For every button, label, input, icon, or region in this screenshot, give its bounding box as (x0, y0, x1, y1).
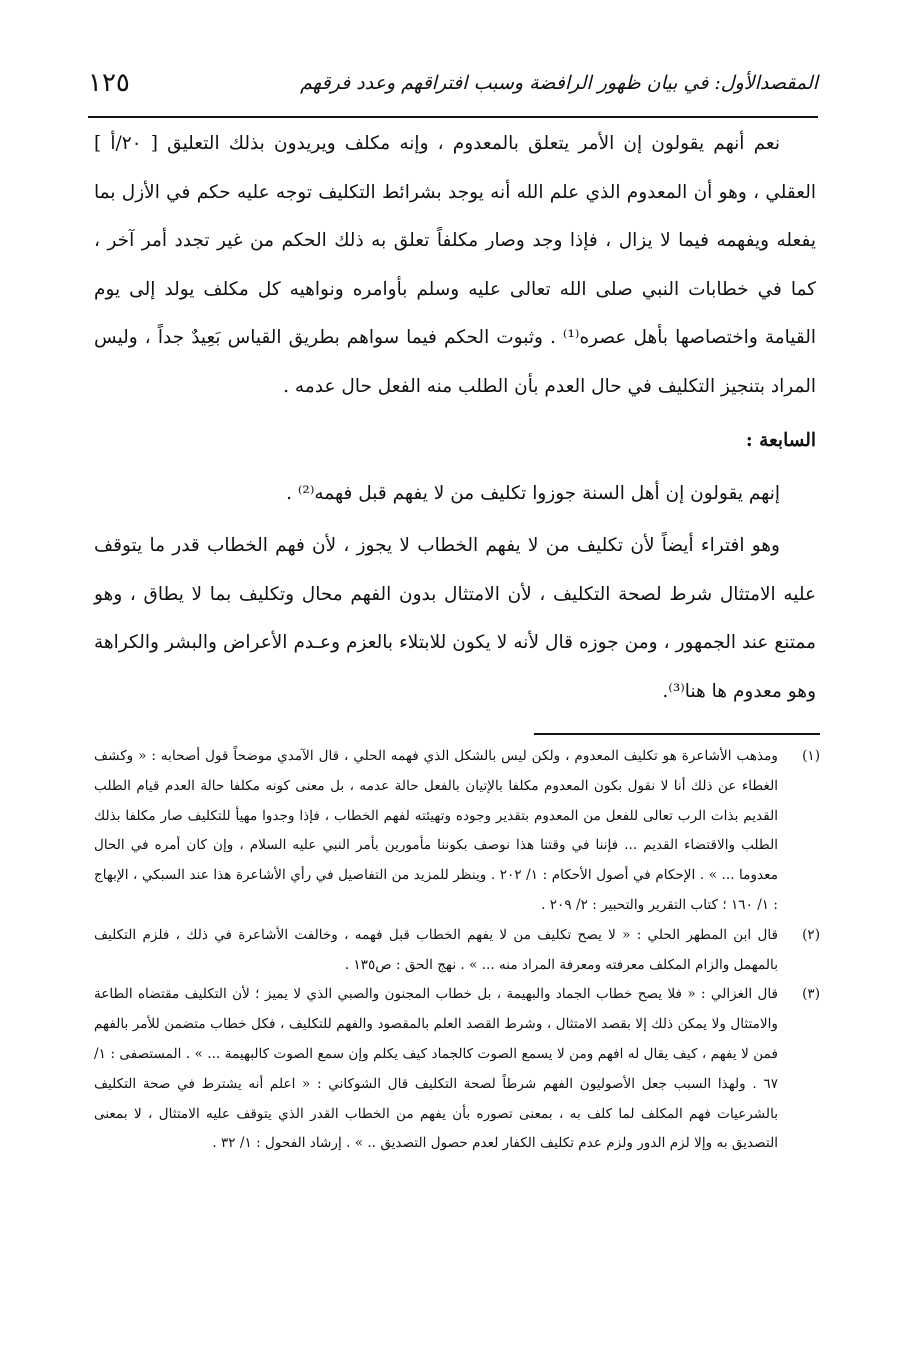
footnote-divider (534, 733, 820, 735)
running-title: المقصدالأول: في بيان ظهور الرافضة وسبب افتراقهم وعدد فرقهم (300, 72, 818, 94)
footnote (94, 980, 820, 1159)
footnote-number: (٣) (802, 986, 820, 1003)
footnote-number: (١) (802, 748, 820, 764)
footnote-text: قال ابن المطهر الحلي : « لا يصح تكليف من لا يفهم الخطاب قبل فهمه ، وخالفت الأشاعرة في ذلك ، فلزم التكليف بالمهمل والزام المكلف معرفته ومعرفة المراد منه ... » . نهج الحق : ص١٣٥ . (94, 926, 778, 973)
footnote-text: ومذهب الأشاعرة هو تكليف المعدوم ، ولكن ليس بالشكل الذي فهمه الحلي ، قال الآمدي موضحاً قول أصحابه : « وكشف الغطاء عن ذلك أنا لا نقول بكون المعدوم مكلفا بالإتيان بالفعل حالة عدمه ، بل معنى كونه مكلفا حالة العدم قيام الطلب القديم بذات الرب تعالى للفعل من المعدوم بتقدير وجوده وتهيئته لفهم الخطاب ، فإذا وجدوا مهيأ للتكليف صار مكلفا بذلك الطلب والاقتضاء القديم ... فإننا في وقتنا هذا نوصف بكوننا مأمورين بأمر النبي عليه السلام ، وإن كان أمره في الحال معدوما ... » . الإحكام في أصول الأحكام : ١/ ٢٠٢ . وينظر للمزيد من التفاصيل في رأي الأشاعرة هذا عند السبكي ، الإبهاج : ١/ ١٦٠ ؛ كتاب التقرير والتحبير : ٢/ ٢٠٩ . (94, 748, 779, 913)
main-text (94, 120, 816, 716)
page-header (88, 62, 818, 112)
footnote (94, 742, 820, 921)
page-number: ١٢٥ (88, 68, 130, 98)
section-heading: السابعة : (745, 430, 816, 451)
footnote-number: (٢) (802, 926, 820, 943)
footnotes (94, 742, 820, 1159)
paragraph: نعم أنهم يقولون إن الأمر يتعلق بالمعدوم ، وإنه مكلف ويريدون بذلك التعليق [ ٢٠/أ ] العقلي ، وهو أن المعدوم الذي علم الله أنه يوجد بشرائط التكليف توجه عليه حكم في الأزل بما يفعله ويفهمه فيما لا يزال ، فإذا وجد وصار مكلفاً تعلق به ذلك الحكم من غير تجدد أمر آخر ، كما في خطابات النبي صلى الله تعالى عليه وسلم بأوامره ونواهيه كل مكلف يولد إلى يوم القيامة واختصاصها بأهل عصره⁽¹⁾ . وثبوت الحكم فيما سواهم بطريق القياس بَعِيدٌ جداً ، وليس المراد بتنجيز التكليف في حال العدم بأن الطلب منه الفعل حال عدمه . (94, 133, 817, 397)
footnote (94, 921, 820, 981)
header-divider (88, 116, 818, 118)
paragraph: وهو افتراء أيضاً لأن تكليف من لا يفهم الخطاب لا يجوز ، لأن فهم الخطاب قدر ما يتوقف عليه الامتثال شرط لصحة التكليف ، لأن الامتثال بدون الفهم محال وتكليف بما لا يطاق ، وهو ممتنع عند الجمهور ، ومن جوزه قال لأنه لا يكون للابتلاء بالعزم وعـدم الأعراض والبشر والكراهة وهو معدوم ها هنا⁽³⁾. (94, 535, 816, 702)
paragraph: إنهم يقولون إن أهل السنة جوزوا تكليف من لا يفهم قبل فهمه⁽²⁾ . (286, 482, 780, 504)
footnote-text: قال الغزالي : « فلا يصح خطاب الجماد والبهيمة ، بل خطاب المجنون والصبي الذي لا يميز ؛ لأن التكليف مقتضاه الطاعة والامتثال ولا يمكن ذلك إلا بقصد الامتثال ، وشرط القصد العلم بالمقصود والفهم للتكليف ، فكل خطاب متضمن للأمر بالفهم فمن لا يفهم ، كيف يقال له افهم ومن لا يسمع الصوت كالجماد كيف يكلم وإن سمع الصوت كالبهيمة ... » . المستصفى : ١/ ٦٧ . ولهذا السبب جعل الأصوليون الفهم شرطاً لصحة التكليف قال الشوكاني : « اعلم أنه يشترط في صحة التكليف بالشرعيات فهم المكلف لما كلف به ، بمعنى تصوره بأن يفهم من الخطاب القدر الذي يتوقف عليه الامتثال ، لا بمعنى التصديق به وإلا لزم الدور ولزم عدم تكليف الكفار لعدم حصول التصديق .. » . إرشاد الفحول : ١/ ٣٢ . (94, 986, 778, 1152)
